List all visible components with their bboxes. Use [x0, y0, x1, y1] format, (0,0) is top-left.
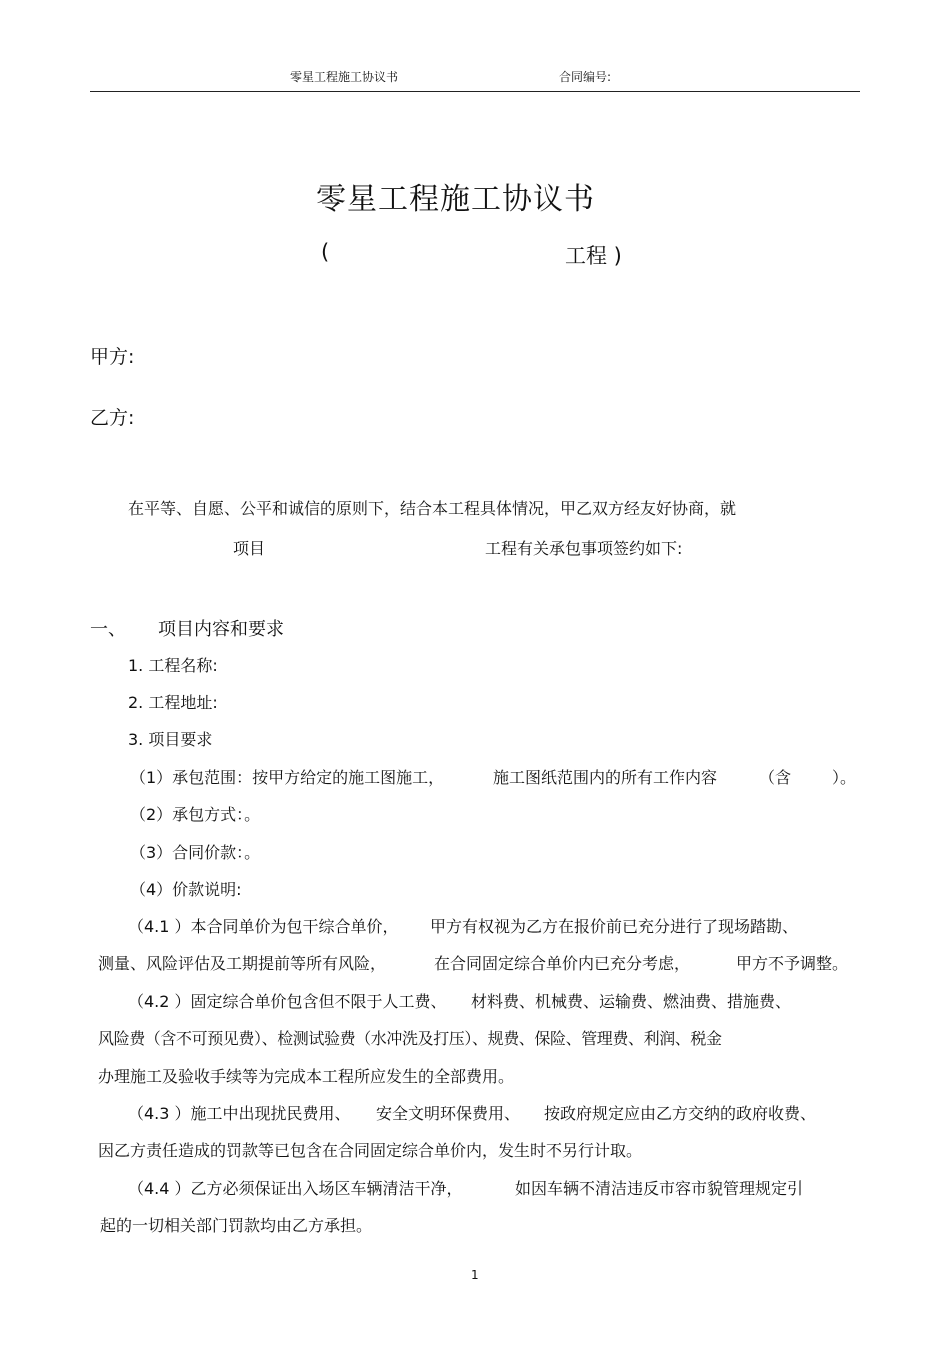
- clause-4-1-line-2b: 在合同固定综合单价内已充分考虑，: [434, 954, 691, 973]
- intro-line-2b: 工程有关承包事项签约如下:: [485, 539, 683, 558]
- clause-2: （2）承包方式：。: [130, 805, 261, 824]
- header-rule: [90, 91, 860, 92]
- subtitle-text: 工程 ): [565, 244, 622, 268]
- header-doc-name: 零星工程施工协议书: [290, 70, 399, 84]
- intro-line-2a: 项目: [233, 539, 266, 558]
- item-2: 2. 工程地址:: [128, 693, 218, 712]
- clause-4-4-line-1b: 如因车辆不清洁违反市容市貌管理规定引: [515, 1179, 804, 1198]
- clause-4-2-line-1a: （4.2 ）固定综合单价包含但不限于人工费、: [128, 992, 447, 1011]
- clause-1c: （含: [759, 768, 792, 787]
- item-3: 3. 项目要求: [128, 730, 213, 749]
- clause-4-1-line-1a: （4.1 ）本合同单价为包干综合单价，: [128, 917, 399, 936]
- clause-4-3-line-1a: （4.3 ）施工中出现扰民费用、: [128, 1104, 351, 1123]
- clause-4-3-line-1c: 按政府规定应由乙方交纳的政府收费、: [544, 1104, 817, 1123]
- clause-4-2-line-2: 风险费（含不可预见费）、检测试验费（水冲洗及打压）、规费、保险、管理费、利润、税金: [98, 1029, 722, 1048]
- clause-4-1-line-1b: 甲方有权视为乙方在报价前已充分进行了现场踏勘、: [430, 917, 799, 936]
- clause-4-4-line-2: 起的一切相关部门罚款均由乙方承担。: [100, 1216, 373, 1235]
- section-1-title: 项目内容和要求: [158, 619, 284, 640]
- clause-4-1-line-2c: 甲方不予调整。: [736, 954, 849, 973]
- item-1: 1. 工程名称:: [128, 656, 218, 675]
- section-1-number: 一、: [90, 619, 126, 640]
- party-a-label: 甲方:: [90, 346, 135, 368]
- clause-4-4-line-1a: （4.4 ）乙方必须保证出入场区车辆清洁干净，: [128, 1179, 463, 1198]
- subtitle-open-paren: (: [321, 240, 330, 264]
- page-number: 1: [471, 1268, 479, 1282]
- clause-4: （4）价款说明:: [130, 880, 242, 899]
- party-b-label: 乙方:: [90, 407, 135, 429]
- document-title: 零星工程施工协议书: [316, 182, 595, 217]
- clause-4-3-line-1b: 安全文明环保费用、: [376, 1104, 521, 1123]
- clause-1d: ）。: [832, 768, 857, 787]
- clause-4-2-line-1b: 材料费、机械费、运输费、燃油费、措施费、: [471, 992, 792, 1011]
- clause-3: （3）合同价款：。: [130, 843, 261, 862]
- clause-4-3-line-2: 因乙方责任造成的罚款等已包含在合同固定综合单价内，发生时不另行计取。: [98, 1141, 643, 1160]
- clause-1a: （1）承包范围：按甲方给定的施工图施工，: [130, 768, 445, 787]
- clause-1b: 施工图纸范围内的所有工作内容: [493, 768, 718, 787]
- intro-line-1: 在平等、自愿、公平和诚信的原则下，结合本工程具体情况，甲乙双方经友好协商，就: [128, 499, 737, 518]
- header-contract-no-label: 合同编号:: [559, 70, 612, 84]
- clause-4-1-line-2a: 测量、风险评估及工期提前等所有风险，: [98, 954, 387, 973]
- clause-4-2-line-3: 办理施工及验收手续等为完成本工程所应发生的全部费用。: [98, 1067, 515, 1086]
